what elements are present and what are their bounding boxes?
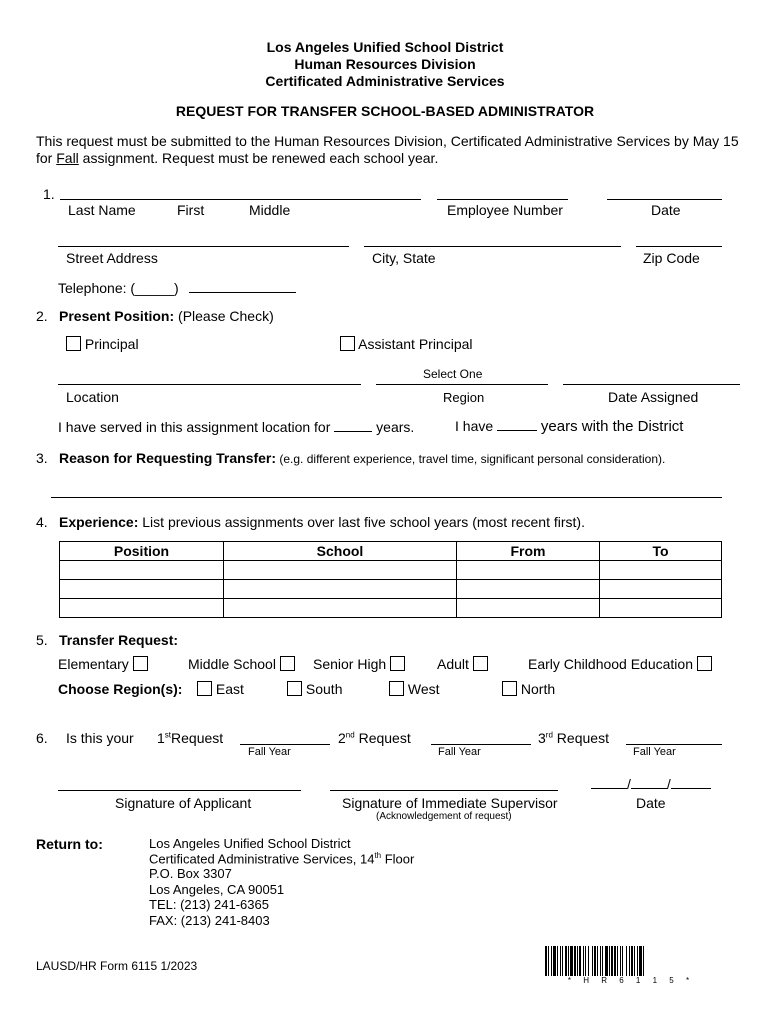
adult-option[interactable]: Adult — [437, 656, 488, 672]
location-label: Location — [66, 389, 119, 405]
second-request-field[interactable] — [431, 744, 531, 745]
applicant-signature-field[interactable] — [58, 790, 301, 791]
transfer-request-heading: Transfer Request: — [59, 632, 179, 648]
third-request-label: 3rd Request — [538, 730, 609, 746]
first-name-label: First — [177, 202, 205, 218]
section-6-number: 6. — [36, 730, 48, 746]
region-west-option[interactable]: West — [389, 681, 440, 697]
last-name-label: Last Name — [68, 202, 136, 218]
experience-heading: Experience: List previous assignments over last five school years (most recent first). — [59, 514, 585, 530]
present-position-heading: Present Position: (Please Check) — [59, 308, 274, 324]
assistant-principal-option[interactable]: Assistant Principal — [340, 336, 473, 352]
applicant-signature-label: Signature of Applicant — [115, 795, 252, 811]
date-assigned-field[interactable] — [563, 384, 740, 385]
south-checkbox[interactable] — [287, 681, 302, 696]
middle-name-label: Middle — [249, 202, 291, 218]
barcode-text: * H R 6 1 1 5 * — [567, 976, 695, 985]
region-north-option[interactable]: North — [502, 681, 555, 697]
return-address-line-4: Los Angeles, CA 90051 — [149, 882, 285, 897]
experience-table — [59, 541, 722, 618]
early-childhood-option[interactable]: Early Childhood Education — [528, 656, 712, 672]
region-field[interactable] — [376, 384, 548, 385]
request-question: Is this your — [66, 730, 134, 746]
table-cell[interactable] — [457, 561, 600, 580]
table-cell[interactable] — [457, 599, 600, 618]
section-1-number: 1. — [43, 186, 55, 202]
supervisor-acknowledgement-note: (Acknowledgement of request) — [376, 811, 512, 822]
date-field[interactable] — [607, 199, 722, 200]
employee-number-field[interactable] — [437, 199, 568, 200]
section-2-number: 2. — [36, 308, 48, 324]
third-request-field[interactable] — [626, 744, 722, 745]
telephone-field[interactable] — [189, 292, 296, 293]
table-cell[interactable] — [600, 599, 722, 618]
table-cell[interactable] — [60, 580, 224, 599]
reason-heading: Reason for Requesting Transfer: (e.g. different experience, travel time, significant personal consideration). — [59, 450, 666, 466]
employee-number-label: Employee Number — [447, 202, 563, 218]
intro-line-1: This request must be submitted to the Human Resources Division, Certificated Administrative Services by May 15 — [36, 133, 739, 149]
zip-code-field[interactable] — [636, 246, 722, 247]
first-request-fall-year: Fall Year — [248, 746, 291, 758]
return-address-line-1: Los Angeles Unified School District — [149, 836, 351, 851]
return-to-label: Return to: — [36, 836, 103, 852]
street-address-field[interactable] — [58, 246, 349, 247]
supervisor-signature-label: Signature of Immediate Supervisor — [342, 795, 558, 811]
city-state-label: City, State — [372, 250, 436, 266]
years-served-text: I have served in this assignment location for years. — [58, 419, 415, 435]
column-header-from: From — [457, 542, 600, 561]
reason-field[interactable] — [51, 497, 722, 498]
return-telephone: TEL: (213) 241-6365 — [149, 897, 269, 912]
return-address-line-2: Certificated Administrative Services, 14th Floor — [149, 851, 415, 867]
section-3-number: 3. — [36, 450, 48, 466]
city-state-field[interactable] — [364, 246, 621, 247]
second-request-label: 2nd Request — [338, 730, 411, 746]
supervisor-signature-field[interactable] — [330, 790, 558, 791]
senior-high-checkbox[interactable] — [390, 656, 405, 671]
choose-region-label: Choose Region(s): — [58, 681, 183, 697]
section-4-number: 4. — [36, 514, 48, 530]
table-cell[interactable] — [60, 599, 224, 618]
intro-line-2: for Fall assignment. Request must be renewed each school year. — [36, 150, 439, 166]
street-address-label: Street Address — [66, 250, 158, 266]
table-cell[interactable] — [224, 561, 457, 580]
table-cell[interactable] — [457, 580, 600, 599]
zip-code-label: Zip Code — [643, 250, 700, 266]
barcode-image — [545, 946, 710, 976]
elementary-checkbox[interactable] — [133, 656, 148, 671]
department-name: Certificated Administrative Services — [265, 73, 505, 89]
west-checkbox[interactable] — [389, 681, 404, 696]
principal-checkbox[interactable] — [66, 336, 81, 351]
region-east-option[interactable]: East — [197, 681, 244, 697]
form-title: REQUEST FOR TRANSFER SCHOOL-BASED ADMINISTRATOR — [175, 103, 595, 119]
column-header-school: School — [224, 542, 457, 561]
senior-high-option[interactable]: Senior High — [313, 656, 405, 672]
location-field[interactable] — [58, 384, 361, 385]
return-fax: FAX: (213) 241-8403 — [149, 913, 270, 928]
telephone-label: Telephone: (_____) — [58, 280, 179, 296]
column-header-to: To — [600, 542, 722, 561]
second-request-fall-year: Fall Year — [438, 746, 481, 758]
elementary-option[interactable]: Elementary — [58, 656, 148, 672]
division-name: Human Resources Division — [294, 56, 476, 72]
north-checkbox[interactable] — [502, 681, 517, 696]
district-name: Los Angeles Unified School District — [266, 39, 504, 55]
table-row — [60, 561, 722, 580]
table-row — [60, 599, 722, 618]
middle-school-checkbox[interactable] — [280, 656, 295, 671]
signature-date-field[interactable]: / / — [591, 776, 711, 792]
region-south-option[interactable]: South — [287, 681, 342, 697]
table-cell[interactable] — [224, 599, 457, 618]
years-district-text: I have years with the District — [455, 418, 684, 435]
first-request-label: 1stRequest — [157, 730, 224, 746]
third-request-fall-year: Fall Year — [633, 746, 676, 758]
middle-school-option[interactable]: Middle School — [188, 656, 295, 672]
early-childhood-checkbox[interactable] — [697, 656, 712, 671]
form-id: LAUSD/HR Form 6115 1/2023 — [36, 959, 198, 973]
date-label: Date — [651, 202, 681, 218]
return-address-line-3: P.O. Box 3307 — [149, 866, 232, 881]
assistant-principal-checkbox[interactable] — [340, 336, 355, 351]
table-cell[interactable] — [600, 561, 722, 580]
region-label: Region — [443, 390, 485, 405]
adult-checkbox[interactable] — [473, 656, 488, 671]
column-header-position: Position — [60, 542, 224, 561]
first-request-field[interactable] — [240, 744, 330, 745]
table-row — [60, 580, 722, 599]
name-field[interactable] — [60, 199, 421, 200]
table-cell[interactable] — [600, 580, 722, 599]
region-select[interactable]: Select One — [423, 367, 483, 381]
signature-date-label: Date — [636, 795, 666, 811]
table-cell[interactable] — [224, 580, 457, 599]
east-checkbox[interactable] — [197, 681, 212, 696]
date-assigned-label: Date Assigned — [608, 389, 699, 405]
table-cell[interactable] — [60, 561, 224, 580]
years-served-field[interactable] — [334, 431, 372, 432]
section-5-number: 5. — [36, 632, 48, 648]
years-district-field[interactable] — [497, 430, 537, 431]
principal-option[interactable]: Principal — [66, 336, 139, 352]
